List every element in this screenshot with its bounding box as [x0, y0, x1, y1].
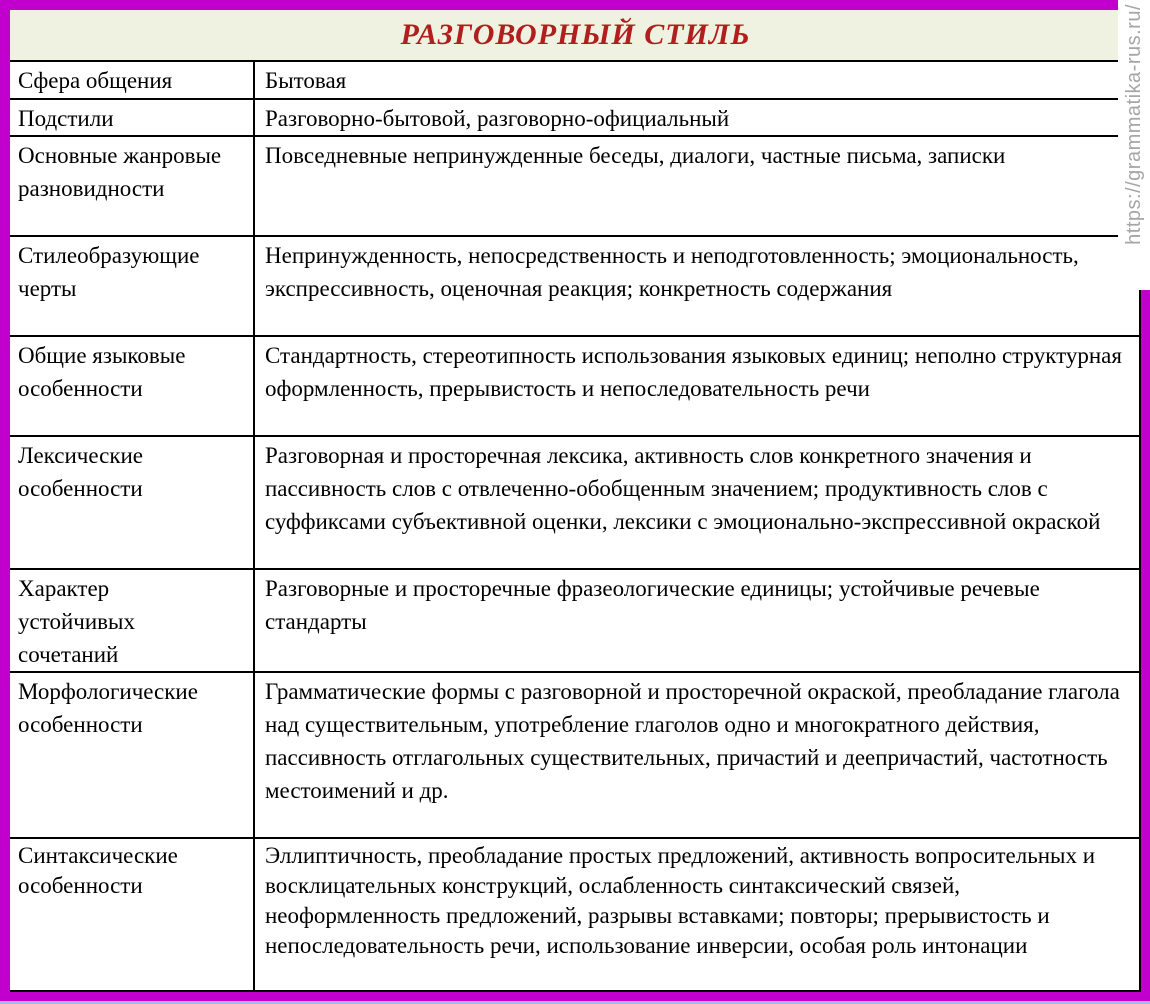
row-value: Разговорные и просторечные фразеологические единицы; устойчивые речевые стандарты [265, 576, 1040, 634]
watermark-url: https://grammatika-rus.ru/ [1122, 4, 1145, 245]
table-row [10, 839, 1139, 992]
table-row [10, 673, 1139, 839]
row-value: Разговорная и просторечная лексика, активность слов конкретного значения и пассивность слов с отвлеченно-обобщенным значением; продуктивность слов с суффиксами субъективной оценки, лексики с эмоционально-экспрессивной окраской [265, 443, 1101, 534]
title-band [10, 10, 1141, 62]
row-label: Общие языковые особенности [10, 337, 255, 435]
table-row [10, 237, 1139, 337]
row-value: Стандартность, стереотипность использования языковых единиц; неполно структурная оформленность, прерывистость и непоследовательность речи [265, 343, 1122, 401]
row-label: Сфера общения [10, 62, 255, 98]
row-value: Повседневные непринужденные беседы, диалоги, частные письма, записки [265, 143, 1006, 168]
row-label: Характер устойчивых сочетаний [10, 570, 255, 671]
table-row [10, 570, 1139, 673]
table-row [10, 437, 1139, 570]
row-label: Стилеобразующие черты [10, 237, 255, 335]
row-label: Подстили [10, 100, 255, 135]
row-value: Грамматические формы с разговорной и просторечной окраской, преобладание глагола над существительным, употребление глаголов одно и многократного действия, пассивность отглагольных существительных, причастий и деепричастий, частотность местоимений и др. [265, 679, 1120, 803]
page-title: РАЗГОВОРНЫЙ СТИЛЬ [400, 18, 751, 51]
table-container [10, 10, 1141, 992]
row-label: Лексические особенности [10, 437, 255, 568]
row-value: Эллиптичность, преобладание простых предложений, активность вопросительных и восклицательных конструкций, ослабленность синтаксический связей, неоформленность предложений, разрывы вставками; повторы; прерывистость и непоследовательность речи, использование инверсии, особая роль интонации [265, 843, 1096, 958]
style-table [10, 62, 1141, 992]
row-label: Синтаксические особенности [10, 839, 255, 990]
row-value: Разговорно-бытовой, разговорно-официальный [265, 106, 730, 131]
row-value: Непринужденность, непосредственность и неподготовленность; эмоциональность, экспрессивность, оценочная реакция; конкретность содержания [265, 243, 1079, 301]
row-label: Основные жанровые разновидности [10, 137, 255, 235]
row-label: Морфологические особенности [10, 673, 255, 837]
table-row [10, 137, 1139, 237]
watermark-strip [1118, 0, 1150, 290]
table-row [10, 100, 1139, 137]
row-value: Бытовая [265, 68, 347, 93]
table-row [10, 62, 1139, 100]
table-row [10, 337, 1139, 437]
